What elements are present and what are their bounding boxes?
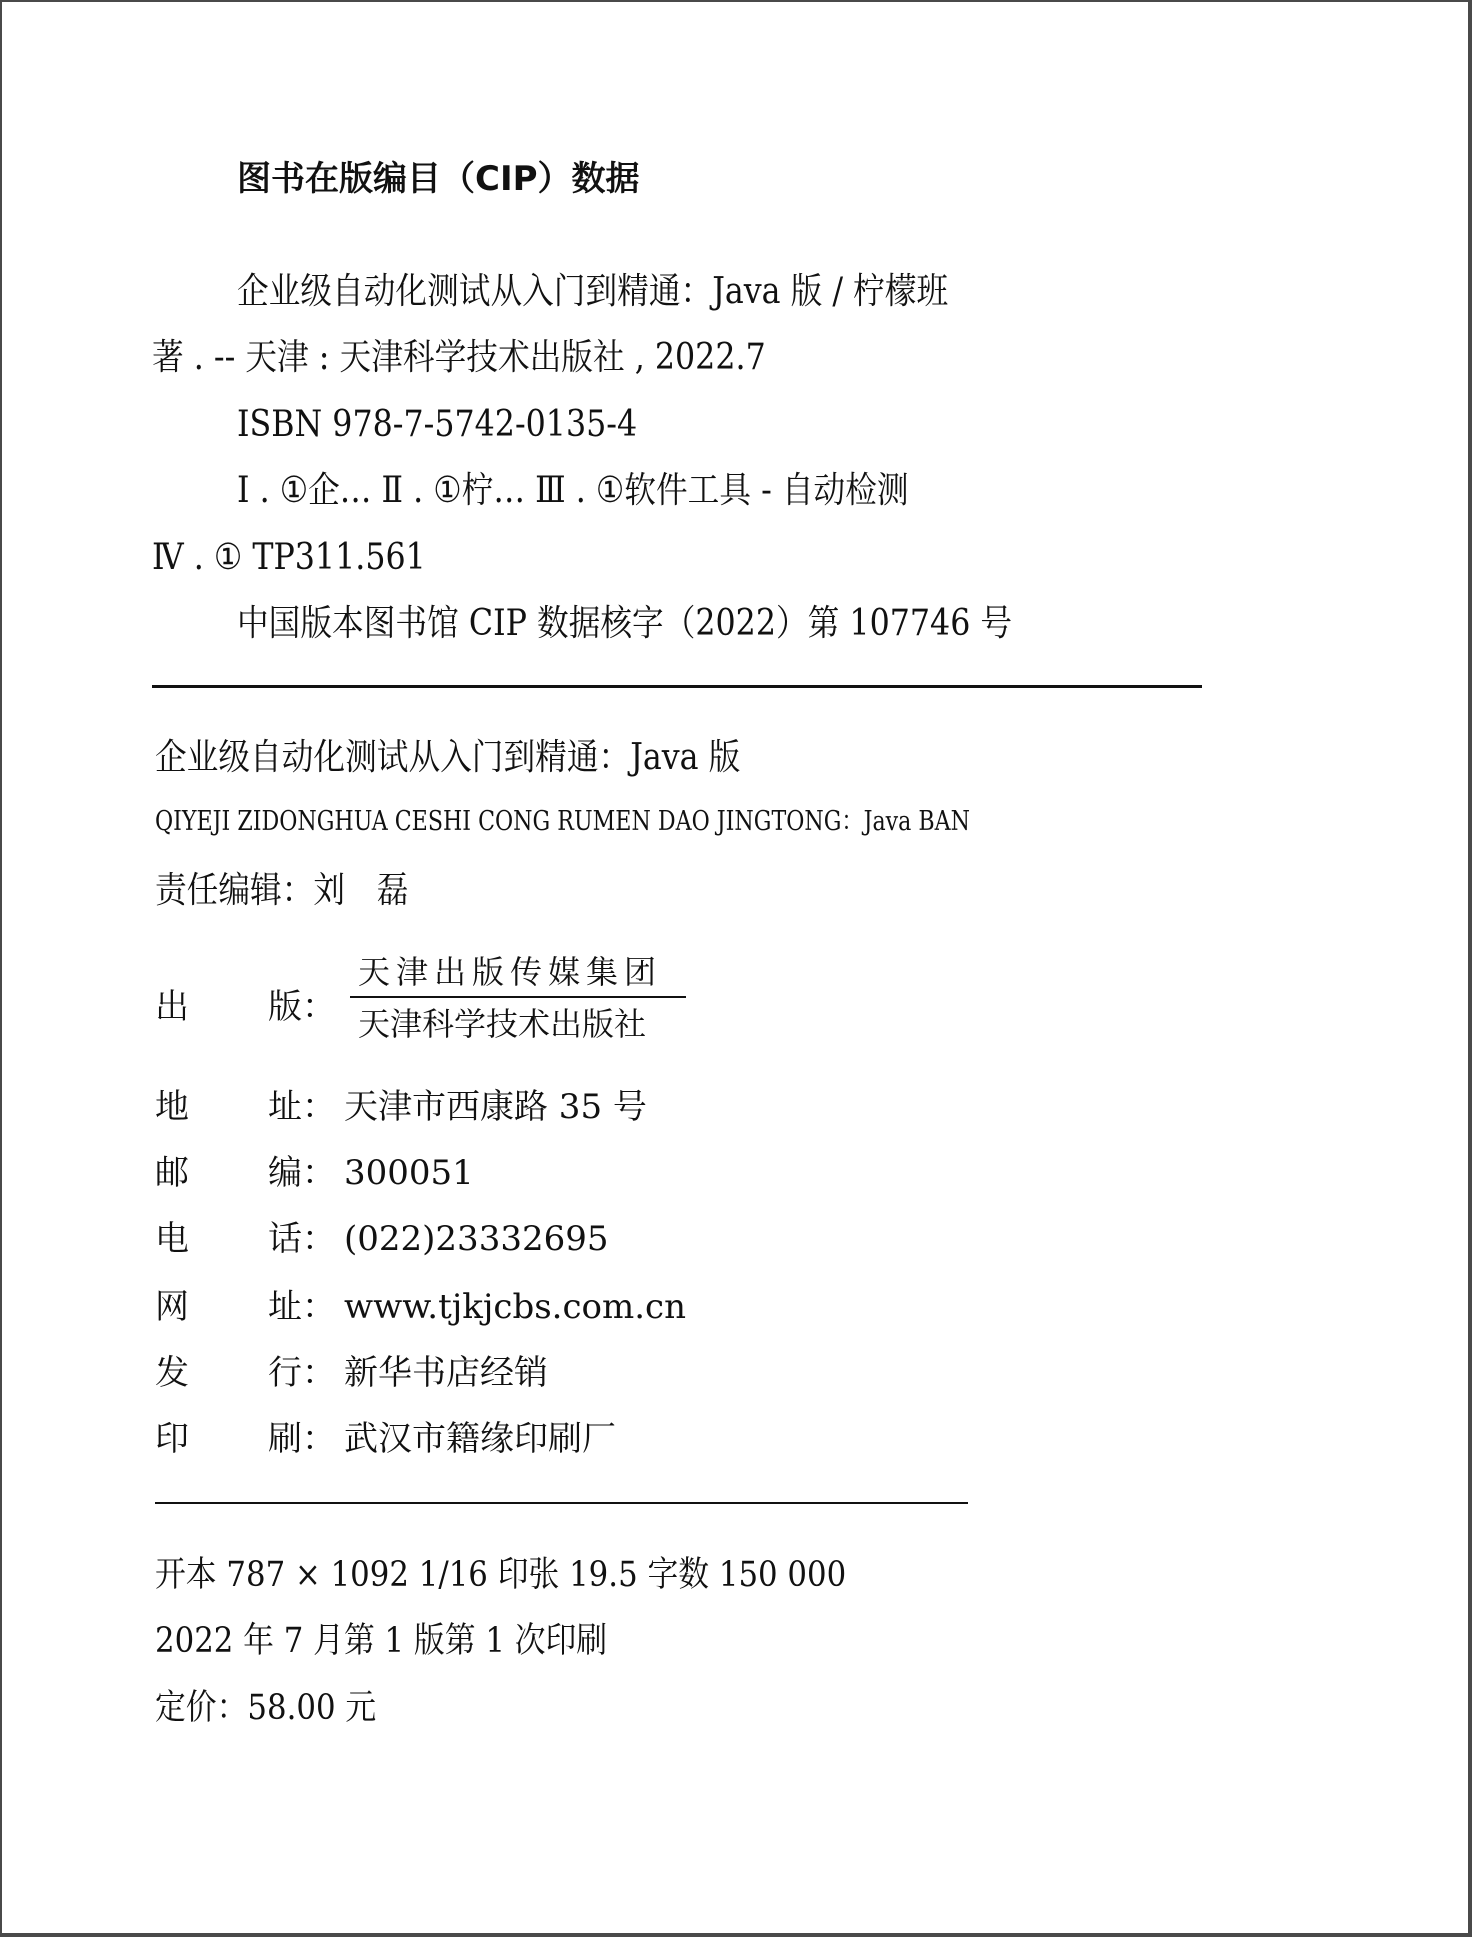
publisher-divider	[350, 996, 686, 998]
isbn: ISBN 978-7-5742-0135-4	[237, 404, 638, 445]
cip-heading: 图书在版编目（CIP）数据	[237, 159, 640, 199]
detail-row-address	[0, 1087, 1472, 1130]
divider-top	[152, 685, 1202, 688]
book-title-cn: 企业级自动化测试从入门到精通：Java 版	[155, 737, 741, 778]
publisher-label-b: 版：	[268, 987, 336, 1027]
detail-row-distribution	[0, 1353, 1472, 1396]
detail-label-a: 地	[155, 1087, 189, 1127]
detail-value-distribution: 新华书店经销	[344, 1353, 548, 1393]
cip-record-number: 中国版本图书馆 CIP 数据核字（2022）第 107746 号	[237, 603, 1013, 644]
detail-label-a: 电	[155, 1219, 189, 1259]
book-title-pinyin: QIYEJI ZIDONGHUA CESHI CONG RUMEN DAO JINGTONG：Java BAN	[155, 806, 971, 837]
price: 定价：58.00 元	[155, 1688, 377, 1728]
cip-publisher-line: 著 . -- 天津 : 天津科学技术出版社 , 2022.7	[152, 337, 766, 378]
detail-label-a: 邮	[155, 1153, 189, 1193]
edition-info: 2022 年 7 月第 1 版第 1 次印刷	[155, 1621, 608, 1661]
editor-label: 责任编辑：	[155, 870, 314, 911]
detail-label-b: 址：	[268, 1287, 336, 1327]
detail-value-website: www.tjkjcbs.com.cn	[344, 1287, 686, 1327]
detail-value-phone: (022)23332695	[344, 1219, 609, 1259]
detail-label-b: 编：	[268, 1153, 336, 1193]
format-specs: 开本 787 × 1092 1/16 印张 19.5 字数 150 000	[155, 1555, 847, 1595]
cip-classification-line-1: Ⅰ . ①企… Ⅱ . ①柠… Ⅲ . ①软件工具 - 自动检测	[237, 470, 909, 511]
publisher-group: 天津出版传媒集团	[358, 953, 663, 991]
publisher-row	[0, 987, 1472, 1030]
publisher-names	[350, 953, 686, 1043]
detail-value-postcode: 300051	[344, 1153, 474, 1193]
editor-name: 刘 磊	[313, 870, 409, 911]
detail-label-a: 网	[155, 1287, 189, 1327]
detail-row-printer	[0, 1419, 1472, 1462]
detail-value-address: 天津市西康路 35 号	[344, 1087, 647, 1127]
cip-title-line: 企业级自动化测试从入门到精通：Java 版 / 柠檬班	[237, 271, 949, 312]
detail-label-b: 行：	[268, 1353, 336, 1393]
detail-label-b: 刷：	[268, 1419, 336, 1459]
detail-row-phone	[0, 1219, 1472, 1262]
detail-label-a: 印	[155, 1419, 189, 1459]
editor-line	[155, 870, 409, 911]
cip-classification-line-2: Ⅳ . ① TP311.561	[152, 537, 426, 578]
detail-row-website	[0, 1287, 1472, 1330]
detail-label-b: 址：	[268, 1087, 336, 1127]
publisher-label-a: 出	[155, 987, 189, 1027]
detail-value-printer: 武汉市籍缘印刷厂	[344, 1419, 616, 1459]
publisher-press: 天津科学技术出版社	[358, 1005, 647, 1043]
divider-bottom	[155, 1502, 968, 1504]
detail-label-a: 发	[155, 1353, 189, 1393]
detail-label-b: 话：	[268, 1219, 336, 1259]
detail-row-postcode	[0, 1153, 1472, 1196]
